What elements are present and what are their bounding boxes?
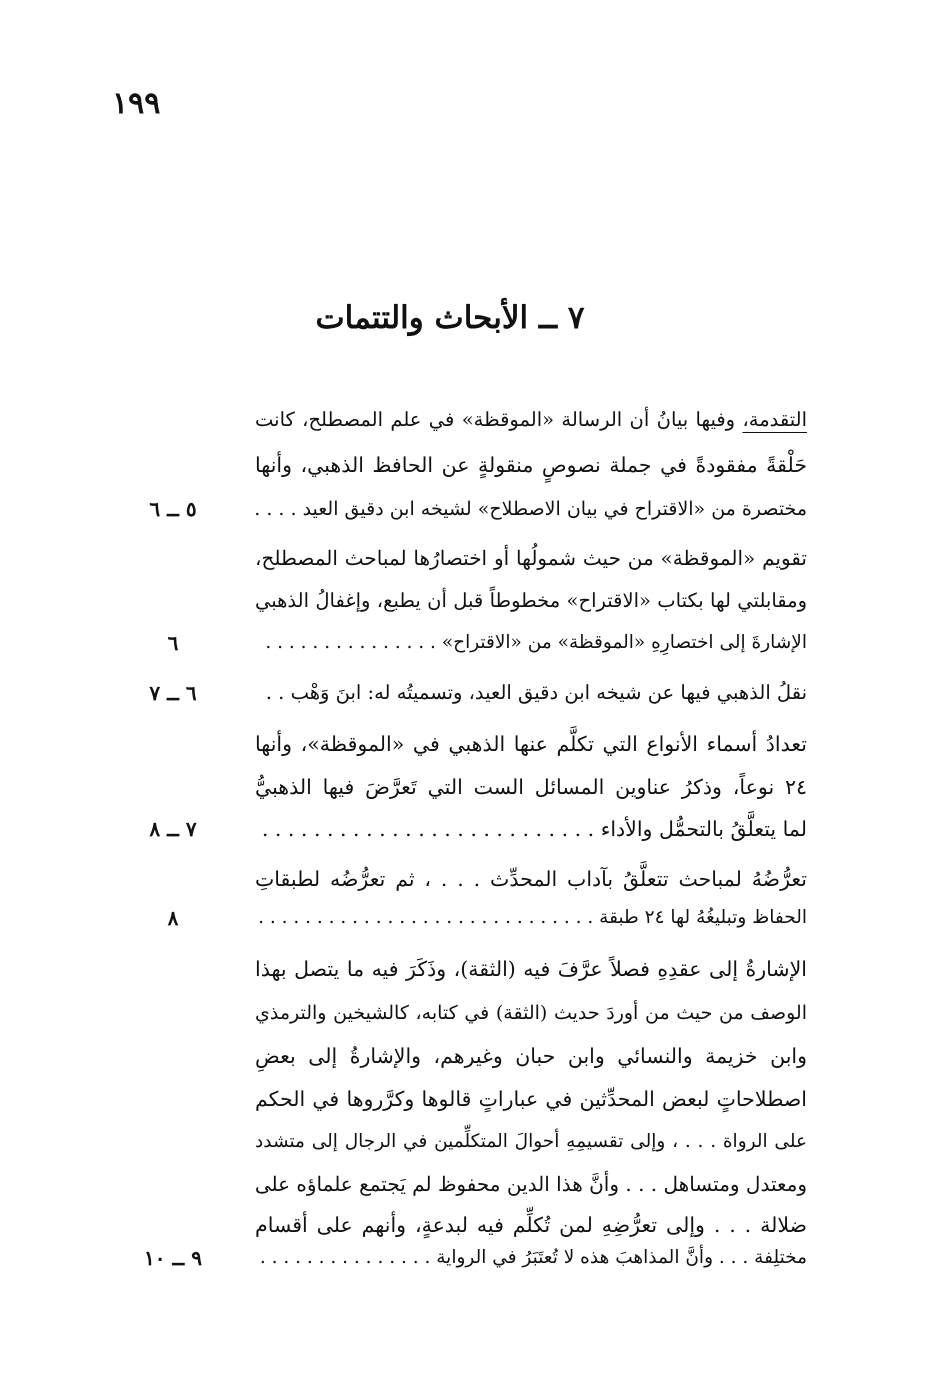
toc-entry-6-pages: ٩ ــ ١٠ [144,1246,202,1270]
toc-entry-6-line-2: الوصف من حيث من أوردَ حديث (الثقة) في كتابه، كالشيخين والترمذي [255,1002,807,1024]
toc-entry-3-pages: ٦ ــ ٧ [149,681,197,705]
toc-entry-2-line-2: ومقابلتي لها بكتاب «الاقتراح» مخطوطاً قبل أن يطبع، وإغفالُ الذهبي [255,589,807,612]
toc-entry-6-line-4: اصطلاحاتٍ لبعض المحدِّثين في عباراتٍ قالوها وكرَّروها في الحكم [255,1087,807,1111]
toc-entry-6-line-3: وابن خزيمة والنسائي وابن حبان وغيرهم، والإشارةُ إلى بعضِ [255,1044,807,1068]
toc-entry-4-pages: ٧ ــ ٨ [149,817,197,841]
toc-entry-1-line-2: حَلْقةً مفقودةً في جملة نصوصٍ منقولةٍ عن الحافظ الذهبي، وأنها [255,453,807,477]
dot-leader: . . . . . . . . . . . . . . . . . . . . . . . . . . . . . [258,907,594,928]
toc-entry-6-line-1: الإشارةُ إلى عقدِهِ فصلاً عرَّفَ فيه (الثقة)، وذَكَرَ فيه ما يتصل بهذا [255,957,807,981]
toc-entry-5-pages: ٨ [167,906,179,930]
dot-leader: . . . . [254,498,297,520]
entry-heading: التقدمة، [742,408,808,431]
toc-entry-5-line-1: تعرُّضُهُ لمباحث تتعلَّقُ بآداب المحدِّث . . . ، ثم تعرُّضُه لطبقاتِ [255,867,807,891]
page-number: ١٩٩ [112,86,161,121]
toc-entry-1-pages: ٥ ــ ٦ [149,497,197,521]
toc-entry-6-line-6: ومعتدل ومتساهل . . . وأنَّ هذا الدين محفوظ لم يَجتمع علماؤه على [254,1172,807,1196]
toc-entry-6-line-5: على الرواة . . . ، وإلى تقسيمِهِ أحوالَ المتكلِّمين في الرجال إلى متشدد [255,1131,807,1152]
dot-leader: . . . . . . . . . . . . . . . . . . . . . . . . . . [261,817,595,841]
toc-entry-2-line-1: تقويم «الموقظة» من حيث شمولُها أو اختصارُها لمباحث المصطلح، [255,546,807,570]
dot-leader: . . . . . . . . . . . . . . . [265,632,436,653]
toc-entry-2-pages: ٦ [167,631,179,655]
section-title: ٧ ــ الأبحاث والتتمات [315,300,585,336]
dot-leader: . . . . . . . . . . . . . . . [259,1247,431,1268]
toc-entry-5-line-2: الحفاظ وتبليغُهُ لها ٢٤ طبقة . . . . . . . . . . . . . . . . . . . . . . . . . . . . . [258,907,807,928]
toc-entry-1-line-3: مختصرة من «الاقتراح في بيان الاصطلاح» لشيخه ابن دقيق العيد . . . . [254,498,807,520]
toc-entry-2-line-3: الإشارةَ إلى اختصارِهِ «الموقظة» من «الاقتراح» . . . . . . . . . . . . . . . [265,632,807,653]
toc-entry-3-line-1: نقلُ الذهبي فيها عن شيخه ابن دقيق العيد، وتسميتُه له: ابنَ وَهْب . . [265,681,807,704]
toc-entry-4-line-2: ٢٤ نوعاً، وذكرُ عناوين المسائل الست التي تَعرَّضَ فيها الذهبيُّ [255,775,807,799]
toc-entry-6-line-8: مختلِفة . . . وأنَّ المذاهبَ هذه لا تُعتَبَرُ في الرواية . . . . . . . . . . . . . . . [259,1247,807,1268]
toc-entry-6-line-7: ضلالة . . . وإلى تعرُّضِهِ لمن تُكلِّم فيه لبدعةٍ، وأنهم على أقسام [255,1213,807,1237]
dot-leader: . . [265,681,285,704]
toc-entry-1-line-1: التقدمة، وفيها بيانُ أن الرسالة «الموقظة» في علم المصطلح، كانت [255,408,808,431]
toc-entry-4-line-1: تعدادُ أسماء الأنواع التي تكلَّم عنها الذهبي في «الموقظة»، وأنها [255,732,807,756]
toc-entry-4-line-3: لما يتعلَّقُ بالتحمُّل والأداء . . . . . . . . . . . . . . . . . . . . . . . . . . [261,817,807,841]
